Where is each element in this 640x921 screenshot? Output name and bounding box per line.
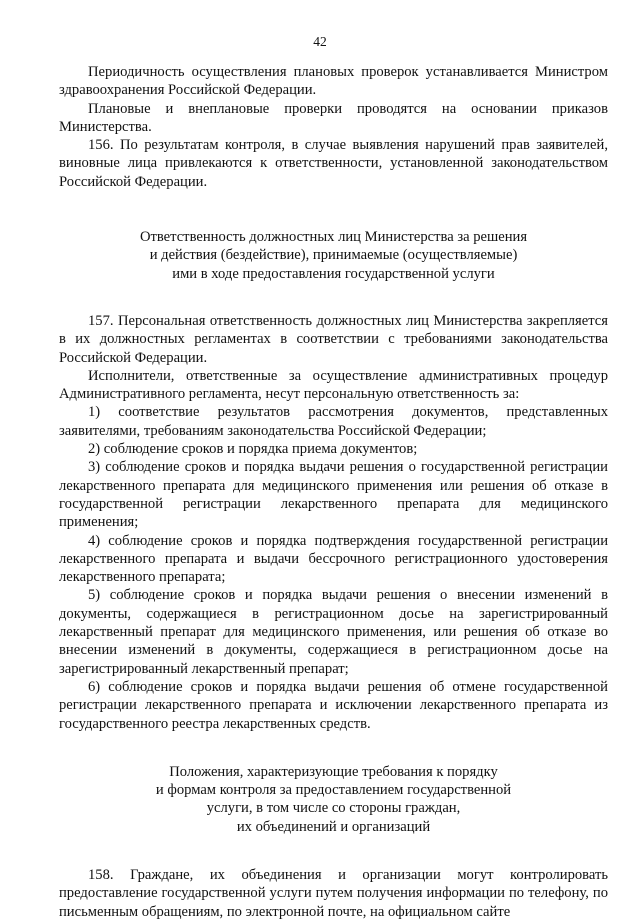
list-item-4: 4) соблюдение сроков и порядка подтверждения государственной регистрации лекарственного препарата и выдачи бессрочного регистрационного удостоверения лекарственного препарата;	[59, 532, 608, 586]
heading-line: и формам контроля за предоставлением государственной	[155, 782, 512, 799]
section-heading-responsibility	[59, 228, 608, 283]
list-item-1: 1) соответствие результатов рассмотрения документов, представленных заявителями, требованиям законодательства Российской Федерации;	[59, 404, 608, 439]
heading-line: их объединений и организаций	[236, 818, 431, 835]
list-item-2: 2) соблюдение сроков и порядка приема документов;	[88, 441, 418, 458]
paragraph-156: 156. По результатам контроля, в случае выявления нарушений прав заявителей, виновные лица привлекаются к ответственности, установленной законодательством Российской Федерации.	[59, 137, 608, 190]
paragraph-158: 158. Граждане, их объединения и организации могут контролировать предоставление государственной услуги путем получения информации по телефону, по письменным обращениям, по электронной почте, на официальном сайте	[59, 866, 608, 920]
heading-line: Положения, характеризующие требования к порядку	[169, 763, 498, 780]
page-number: 42	[313, 34, 327, 49]
page-content	[59, 63, 608, 921]
section-heading-control	[59, 763, 608, 836]
list-item-5: 5) соблюдение сроков и порядка выдачи решения о внесении изменений в документы, содержащиеся в регистрационном досье на зарегистрированный лекарственный препарат для медицинского применения, или решения об отказе во внесении изменений в документы, содержащиеся в регистрационном досье на зарегистрированный лекарственный препарат;	[59, 587, 608, 677]
heading-line: Ответственность должностных лиц Министерства за решения	[139, 229, 528, 246]
list-item-6: 6) соблюдение сроков и порядка выдачи решения об отмене государственной регистрации лекарственного препарата и исключении лекарственного препарата из государственного реестра лекарственных средств.	[59, 678, 608, 732]
paragraph-inspection-frequency: Периодичность осуществления плановых проверок устанавливается Министром здравоохранения Российской Федерации.	[59, 64, 608, 99]
heading-line: ими в ходе предоставления государственной услуги	[172, 265, 495, 282]
paragraph-executors: Исполнители, ответственные за осуществление административных процедур Административного регламента, несут персональную ответственность за:	[59, 367, 608, 403]
heading-line: и действия (бездействие), принимаемые (осуществляемые)	[149, 247, 518, 264]
heading-line: услуги, в том числе со стороны граждан,	[206, 800, 461, 817]
list-item-3: 3) соблюдение сроков и порядка выдачи решения о государственной регистрации лекарственного препарата для медицинского применения или решения об отказе в государственной регистрации лекарственного препарата для медицинского применения;	[59, 459, 608, 531]
paragraph-157: 157. Персональная ответственность должностных лиц Министерства закрепляется в их должностных регламентах в соответствии с требованиями законодательства Российской Федерации.	[59, 312, 608, 366]
paragraph-inspection-basis: Плановые и внеплановые проверки проводятся на основании приказов Министерства.	[59, 100, 608, 135]
